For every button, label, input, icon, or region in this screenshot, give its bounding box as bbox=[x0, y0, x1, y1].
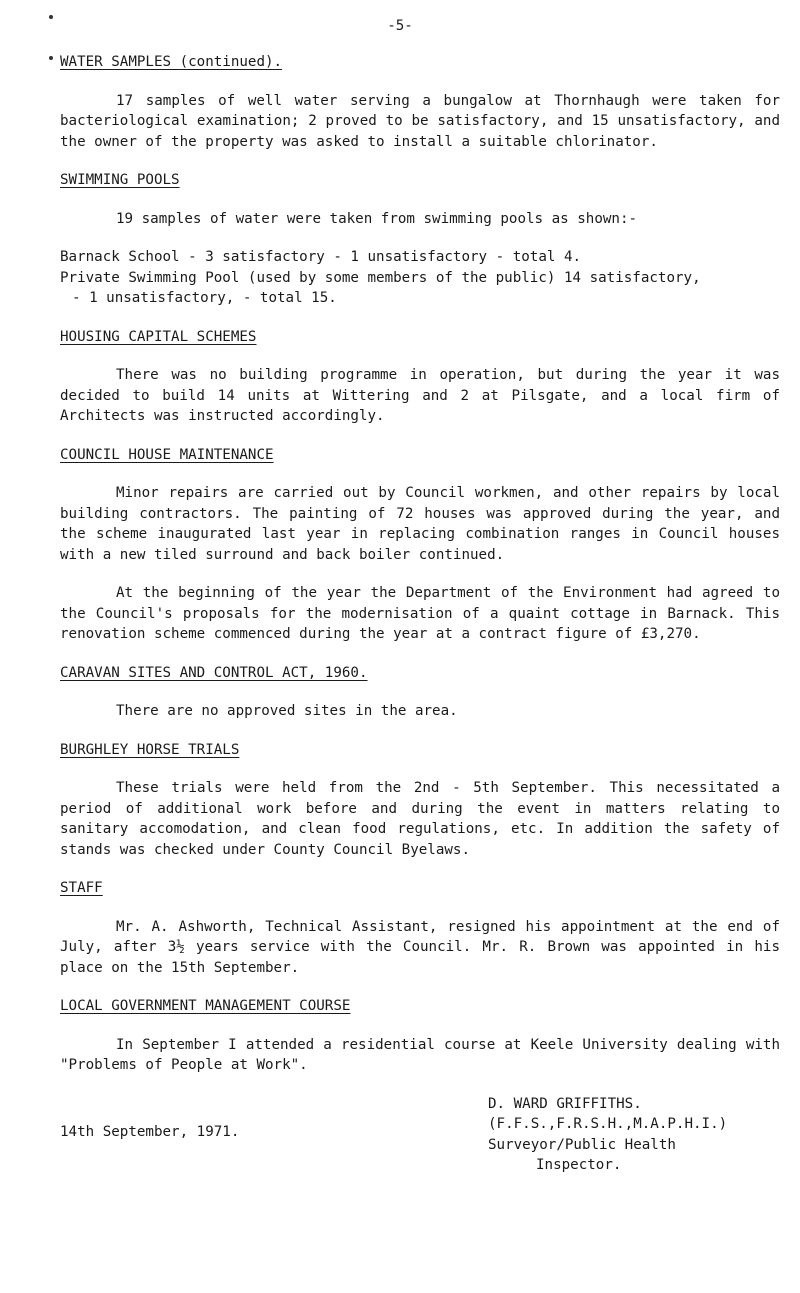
swimming-line-private: Private Swimming Pool (used by some members of the public) 14 satisfactory, bbox=[60, 269, 701, 286]
paragraph-water-samples: 17 samples of well water serving a bungalow at Thornhaugh were taken for bacteriological examination; 2 proved to be satisfactory, and 15 unsatisfactory, and the owner of the property was asked to install a suitable chlorinator. bbox=[60, 92, 780, 150]
paragraph-management-course: In September I attended a residential course at Keele University dealing with "Problems of People at Work". bbox=[60, 1036, 780, 1073]
swimming-line-private-total: - 1 unsatisfactory, - total 15. bbox=[72, 290, 337, 306]
heading-management-course: LOCAL GOVERNMENT MANAGEMENT COURSE bbox=[60, 998, 351, 1014]
document-body bbox=[60, 52, 780, 1174]
heading-council-maintenance: COUNCIL HOUSE MAINTENANCE bbox=[60, 446, 274, 463]
signature-title-line2: Inspector. bbox=[536, 1157, 622, 1173]
heading-water-samples: WATER SAMPLES (continued). bbox=[60, 54, 283, 70]
swimming-line-barnack: Barnack School - 3 satisfactory - 1 unsatisfactory - total 4. bbox=[60, 249, 582, 265]
heading-caravan-sites: CARAVAN SITES AND CONTROL ACT, 1960. bbox=[60, 664, 368, 681]
paragraph-staff: Mr. A. Ashworth, Technical Assistant, resigned his appointment at the end of July, after 3½ years service with the Council. Mr. R. Brown was appointed in his place on the 15th September. bbox=[60, 918, 780, 976]
paragraph-maintenance-1: Minor repairs are carried out by Council workmen, and other repairs by local building contractors. The painting of 72 houses was approved during the year, and the scheme inaugurated last year in replacing combination ranges in Council houses with a new tiled surround and back boiler continued. bbox=[60, 485, 780, 563]
signature-date: 14th September, 1971. bbox=[60, 1123, 240, 1140]
paragraph-swimming-pools: 19 samples of water were taken from swimming pools as shown:- bbox=[116, 210, 638, 227]
paragraph-housing-capital: There was no building programme in operation, but during the year it was decided to build 14 units at Wittering and 2 at Pilsgate, and a local firm of Architects was instructed accordingly. bbox=[60, 367, 780, 424]
signature-name: D. WARD GRIFFITHS. bbox=[488, 1095, 642, 1112]
signature-qualifications: (F.F.S.,F.R.S.H.,M.A.P.H.I.) bbox=[488, 1116, 728, 1132]
swimming-pool-list bbox=[60, 247, 780, 309]
heading-horse-trials: BURGHLEY HORSE TRIALS bbox=[60, 741, 240, 758]
paragraph-maintenance-2: At the beginning of the year the Department of the Environment had agreed to the Council's proposals for the modernisation of a quaint cottage in Barnack. This renovation scheme commenced during the year at a contract figure of £3,270. bbox=[60, 585, 780, 642]
signature-title-line1: Surveyor/Public Health bbox=[488, 1136, 676, 1153]
page-number: -5- bbox=[387, 18, 413, 34]
signature-area bbox=[60, 1094, 780, 1174]
paragraph-caravan-sites: There are no approved sites in the area. bbox=[116, 703, 458, 719]
margin-mark bbox=[48, 55, 54, 61]
heading-swimming-pools: SWIMMING POOLS bbox=[60, 172, 180, 188]
signature-block bbox=[488, 1094, 727, 1176]
heading-housing-capital: HOUSING CAPITAL SCHEMES bbox=[60, 328, 257, 345]
paragraph-horse-trials: These trials were held from the 2nd - 5th September. This necessitated a period of additional work before and during the event in matters relating to sanitary accomodation, and clean food regulations, etc. In addition the safety of stands was checked under County Council Byelaws. bbox=[60, 780, 780, 858]
heading-staff: STAFF bbox=[60, 880, 103, 896]
